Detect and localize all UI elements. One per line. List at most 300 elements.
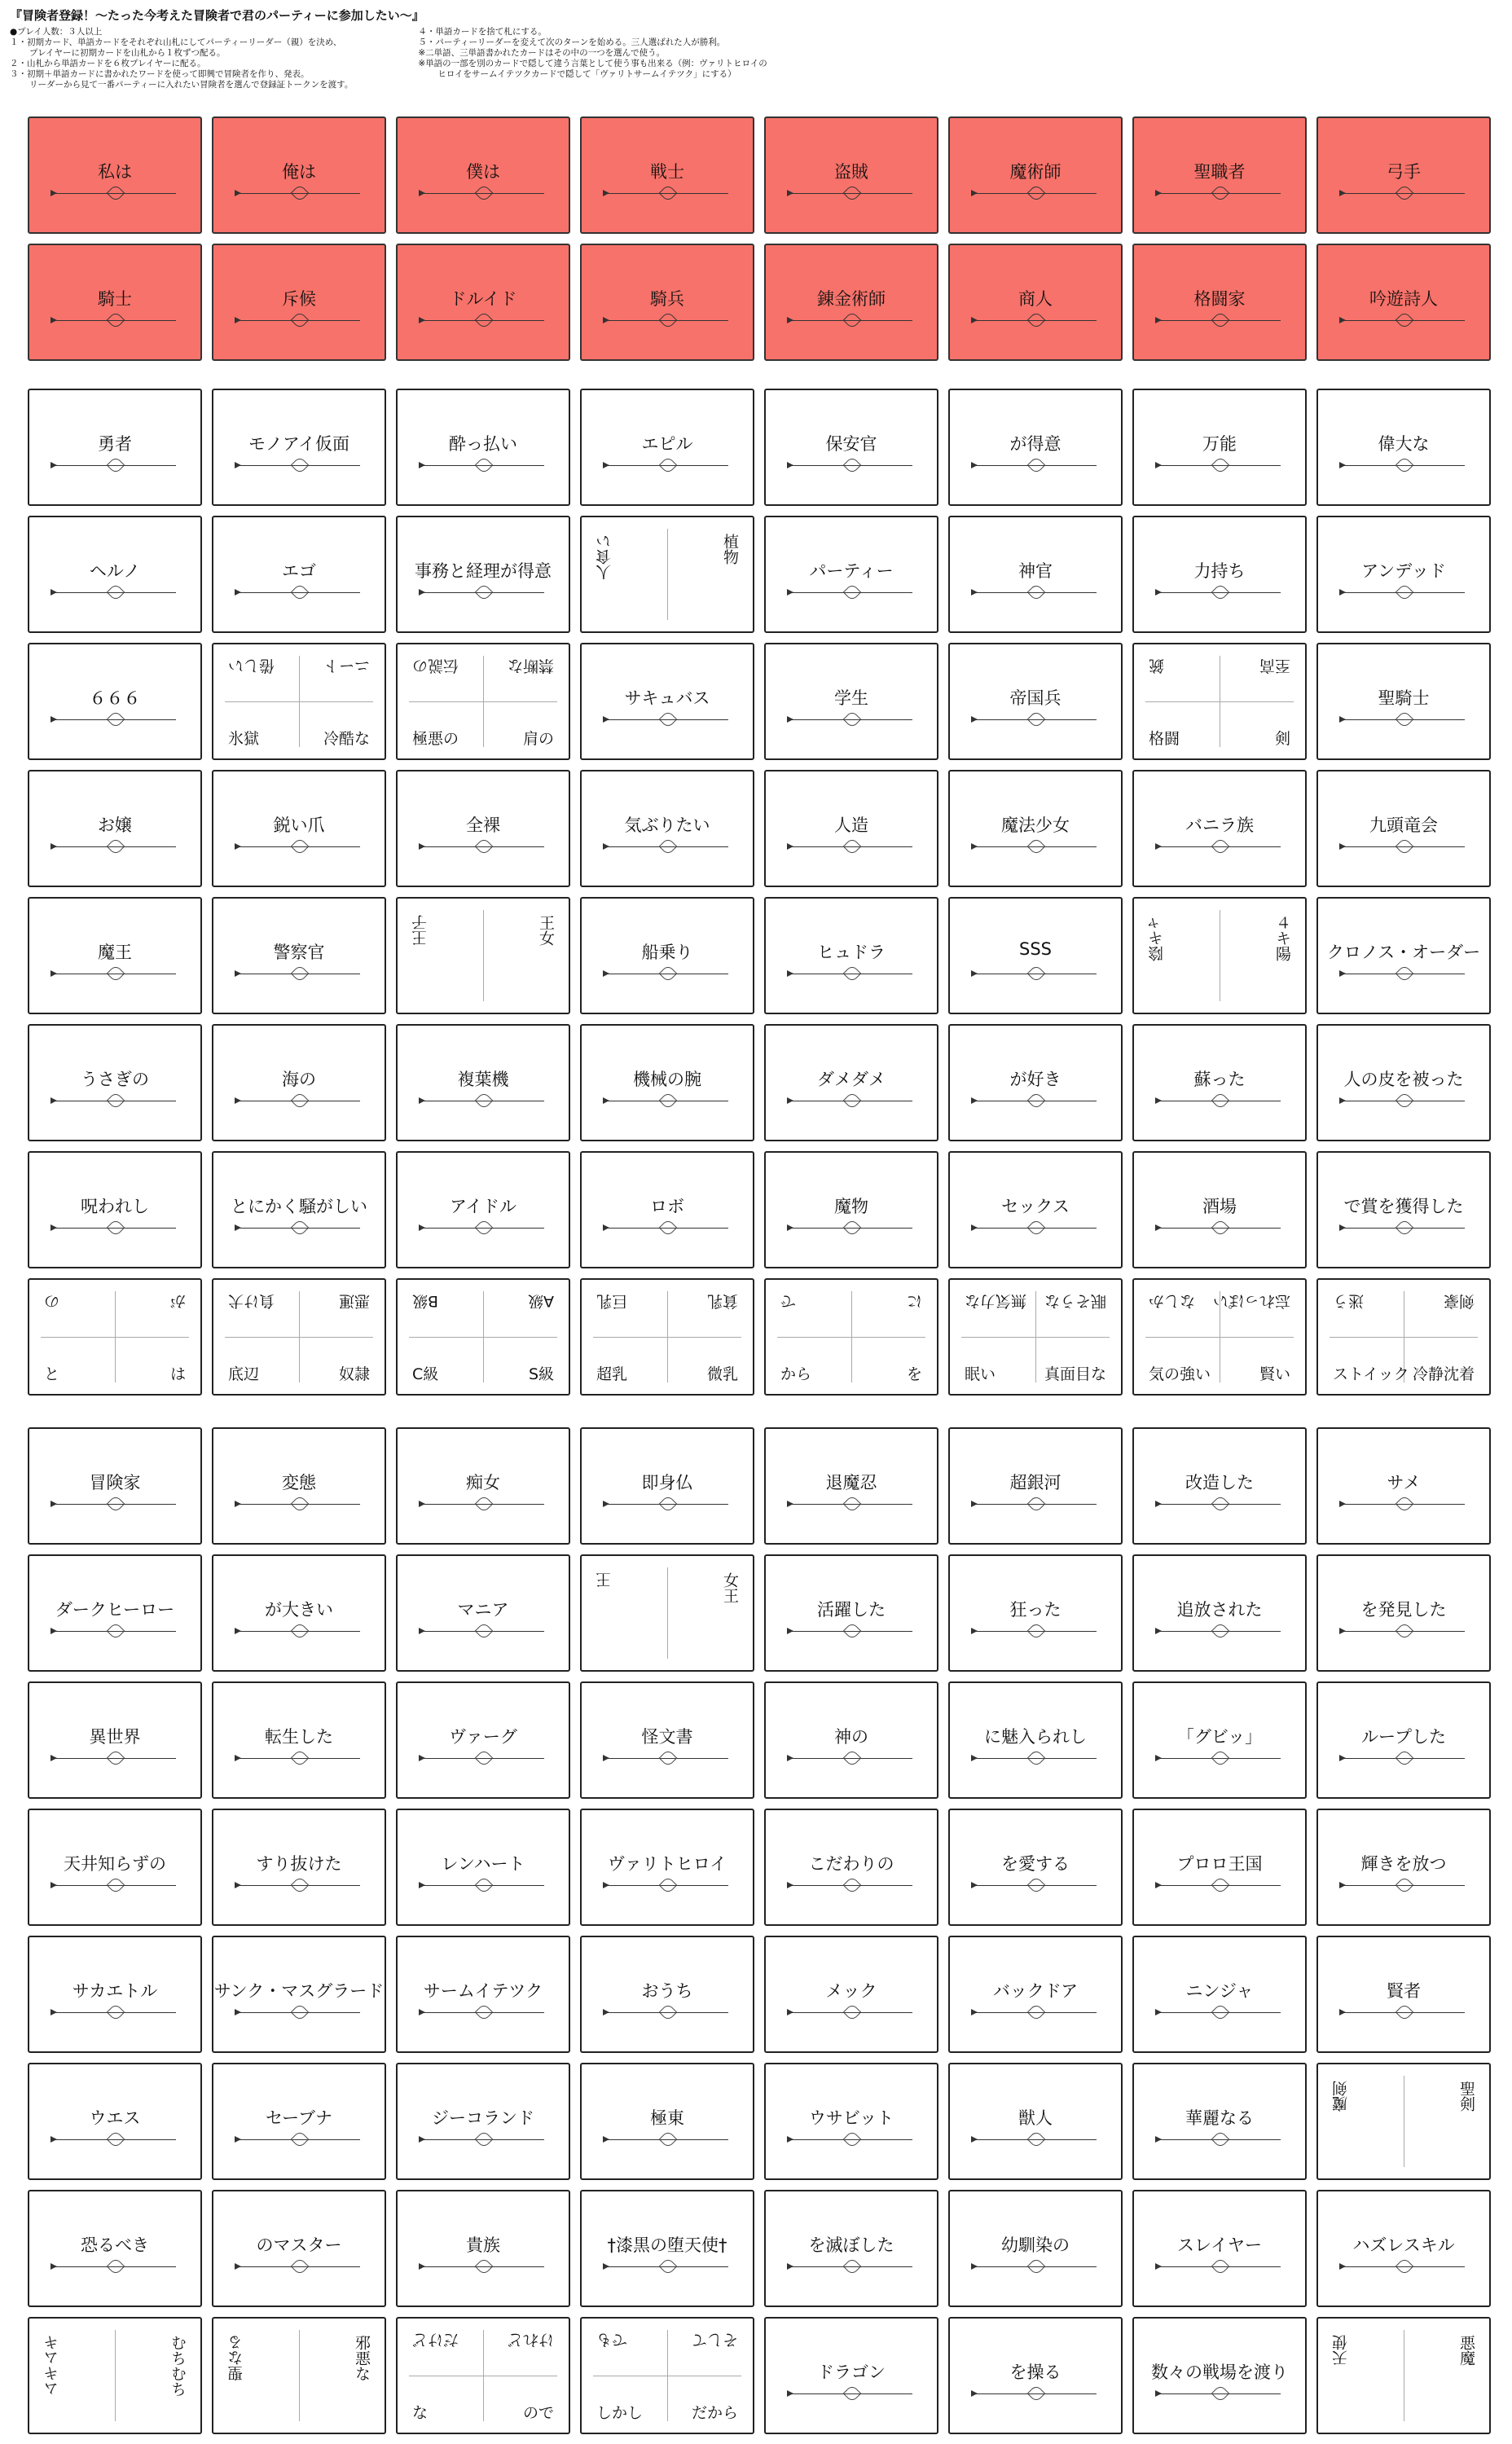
- card-word: そして: [691, 2331, 738, 2349]
- card-label: で賞を獲得した: [1343, 1197, 1464, 1216]
- multi-word-card[interactable]: [580, 1554, 754, 1672]
- word-card[interactable]: [948, 1024, 1123, 1141]
- card-label: 騎兵: [650, 289, 684, 309]
- multi-word-card[interactable]: [28, 1278, 202, 1396]
- knot-icon: [1211, 184, 1230, 203]
- card-label: アイドル: [449, 1197, 517, 1216]
- word-card[interactable]: [212, 897, 386, 1014]
- card-label: が得意: [1009, 434, 1061, 454]
- card-label: 蘇った: [1193, 1070, 1246, 1089]
- knot-icon: [291, 965, 310, 983]
- word-card[interactable]: [396, 1554, 570, 1672]
- card-word: ので: [522, 2404, 554, 2422]
- word-card[interactable]: [1132, 1681, 1307, 1799]
- word-card[interactable]: [28, 2063, 202, 2180]
- word-card[interactable]: [764, 2190, 938, 2307]
- word-card[interactable]: [764, 2063, 938, 2180]
- card-label: 酒場: [1202, 1197, 1237, 1216]
- word-card[interactable]: [764, 2317, 938, 2434]
- word-card[interactable]: [764, 516, 938, 633]
- word-card[interactable]: [764, 1151, 938, 1268]
- base-card[interactable]: [396, 244, 570, 361]
- word-card[interactable]: [28, 516, 202, 633]
- word-card[interactable]: [948, 1681, 1123, 1799]
- card-word: 陰キャ: [1148, 915, 1166, 961]
- card-label: ダークヒーロー: [55, 1600, 175, 1620]
- page-title: 『冒険者登録！〜たった今考えた冒険者で君のパーティーに参加したい〜』: [10, 8, 424, 23]
- card-word: 冷酷な: [323, 730, 370, 748]
- card-label: サンク・マスグラード: [213, 1981, 385, 2001]
- knot-icon: [1396, 456, 1414, 475]
- multi-word-card[interactable]: [580, 2317, 754, 2434]
- word-card[interactable]: [764, 389, 938, 506]
- word-card[interactable]: [948, 389, 1123, 506]
- word-card[interactable]: [948, 2190, 1123, 2307]
- word-card[interactable]: [948, 1554, 1123, 1672]
- knot-icon: [843, 1092, 862, 1110]
- knot-icon: [843, 1219, 862, 1237]
- rule-line: ※単語の一部を別のカードで隠して違う言葉として使う事も出来る（例：ヴァリトヒロイの: [418, 59, 767, 68]
- multi-word-card[interactable]: [396, 2317, 570, 2434]
- knot-icon: [475, 311, 494, 330]
- card-label: お嬢: [98, 815, 132, 835]
- base-card[interactable]: [580, 116, 754, 234]
- word-card[interactable]: [764, 643, 938, 760]
- word-card[interactable]: [396, 1809, 570, 1926]
- knot-icon: [1396, 965, 1414, 983]
- card-label: 神の: [834, 1727, 868, 1747]
- card-word: B級: [412, 1292, 439, 1310]
- word-card[interactable]: [948, 1151, 1123, 1268]
- card-label: サカエトル: [72, 1981, 158, 2001]
- word-card[interactable]: [764, 1024, 938, 1141]
- word-card[interactable]: [212, 1151, 386, 1268]
- knot-icon: [291, 1092, 310, 1110]
- card-label: 輝きを放つ: [1360, 1854, 1447, 1874]
- card-label: 気ぶりたい: [624, 815, 710, 835]
- card-label: 錬金術師: [817, 289, 886, 309]
- word-card[interactable]: [764, 1681, 938, 1799]
- knot-icon: [1396, 1876, 1414, 1895]
- word-card[interactable]: [1316, 1151, 1491, 1268]
- card-label: モノアイ仮面: [248, 434, 349, 454]
- word-card[interactable]: [580, 1681, 754, 1799]
- card-label: が大きい: [265, 1600, 333, 1620]
- multi-word-card[interactable]: [580, 1278, 754, 1396]
- multi-word-card[interactable]: [580, 516, 754, 633]
- word-card[interactable]: [212, 1024, 386, 1141]
- word-card[interactable]: [1132, 2190, 1307, 2307]
- knot-icon: [1396, 184, 1414, 203]
- base-card[interactable]: [1132, 244, 1307, 361]
- word-card[interactable]: [1132, 2317, 1307, 2434]
- word-card[interactable]: [212, 1681, 386, 1799]
- card-label: 超銀河: [1009, 1473, 1061, 1492]
- word-card[interactable]: [1132, 1809, 1307, 1926]
- base-card[interactable]: [764, 116, 938, 234]
- card-label: 改造した: [1185, 1473, 1254, 1492]
- knot-icon: [107, 1495, 125, 1514]
- word-card[interactable]: [28, 643, 202, 760]
- header: [10, 7, 1501, 90]
- card-label: バニラ族: [1185, 815, 1254, 835]
- word-card[interactable]: [396, 1151, 570, 1268]
- knot-icon: [475, 2003, 494, 2022]
- card-word: 負け犬: [228, 1292, 275, 1310]
- card-label: を滅ぼした: [808, 2235, 894, 2255]
- knot-icon: [659, 1876, 678, 1895]
- word-card[interactable]: [212, 1936, 386, 2053]
- knot-icon: [843, 2385, 862, 2403]
- knot-icon: [843, 2003, 862, 2022]
- card-label: エピル: [641, 434, 693, 454]
- knot-icon: [1027, 1092, 1046, 1110]
- knot-icon: [659, 456, 678, 475]
- word-card[interactable]: [396, 2063, 570, 2180]
- word-card[interactable]: [948, 2317, 1123, 2434]
- word-card[interactable]: [1316, 516, 1491, 633]
- word-card[interactable]: [1316, 1024, 1491, 1141]
- word-card[interactable]: [948, 2063, 1123, 2180]
- word-card[interactable]: [28, 1151, 202, 1268]
- word-card[interactable]: [28, 1936, 202, 2053]
- card-label: 天井知らずの: [64, 1854, 166, 1874]
- word-card[interactable]: [1316, 1809, 1491, 1926]
- word-card[interactable]: [28, 2190, 202, 2307]
- knot-icon: [1027, 2130, 1046, 2149]
- word-card[interactable]: [1132, 2063, 1307, 2180]
- card-word: 無気力な: [965, 1292, 1027, 1310]
- word-card[interactable]: [1132, 1151, 1307, 1268]
- card-divider: [483, 2330, 484, 2421]
- word-card[interactable]: [580, 1809, 754, 1926]
- word-card[interactable]: [1316, 643, 1491, 760]
- card-label: 盗賊: [834, 162, 868, 182]
- word-card[interactable]: [764, 1554, 938, 1672]
- card-label: ジーコランド: [432, 2108, 534, 2128]
- word-card[interactable]: [764, 1809, 938, 1926]
- knot-icon: [1396, 1219, 1414, 1237]
- word-card[interactable]: [396, 1936, 570, 2053]
- word-card[interactable]: [28, 1024, 202, 1141]
- knot-icon: [843, 710, 862, 729]
- base-card[interactable]: [580, 244, 754, 361]
- card-label: †漆黒の堕天使†: [607, 2235, 727, 2255]
- multi-word-card[interactable]: [212, 1278, 386, 1396]
- word-card[interactable]: [28, 770, 202, 887]
- knot-icon: [1027, 1749, 1046, 1768]
- word-card[interactable]: [28, 1427, 202, 1545]
- card-label: 人造: [834, 815, 868, 835]
- card-divider: [667, 1567, 668, 1659]
- card-word: 眠そうな: [1044, 1292, 1106, 1310]
- card-label: 格闘家: [1193, 289, 1246, 309]
- word-card[interactable]: [396, 1427, 570, 1545]
- word-card[interactable]: [580, 1936, 754, 2053]
- multi-word-card[interactable]: [764, 1278, 938, 1396]
- word-card[interactable]: [212, 1809, 386, 1926]
- word-card[interactable]: [212, 770, 386, 887]
- knot-icon: [107, 311, 125, 330]
- word-card[interactable]: [1316, 770, 1491, 887]
- card-label: を操る: [1009, 2363, 1061, 2382]
- base-card[interactable]: [28, 116, 202, 234]
- word-card[interactable]: [764, 897, 938, 1014]
- card-label: 船乗り: [641, 943, 693, 962]
- card-label: を愛する: [1001, 1854, 1070, 1874]
- word-card[interactable]: [396, 389, 570, 506]
- word-card[interactable]: [580, 1427, 754, 1545]
- knot-icon: [1211, 1219, 1230, 1237]
- card-label: 数々の戦場を渡り: [1151, 2363, 1288, 2382]
- base-card[interactable]: [28, 244, 202, 361]
- multi-word-card[interactable]: [212, 2317, 386, 2434]
- card-label: クロノス・オーダー: [1326, 943, 1481, 962]
- card-divider: [299, 656, 300, 747]
- base-card[interactable]: [396, 116, 570, 234]
- base-card[interactable]: [212, 116, 386, 234]
- card-label: 転生した: [265, 1727, 333, 1747]
- knot-icon: [843, 184, 862, 203]
- card-word: 悪運: [338, 1292, 370, 1310]
- knot-icon: [659, 311, 678, 330]
- base-card[interactable]: [1132, 116, 1307, 234]
- word-card[interactable]: [948, 1936, 1123, 2053]
- card-label: 退魔忍: [825, 1473, 877, 1492]
- word-card[interactable]: [212, 516, 386, 633]
- multi-word-card[interactable]: [1132, 1278, 1307, 1396]
- word-card[interactable]: [1316, 389, 1491, 506]
- knot-icon: [291, 2003, 310, 2022]
- card-word: 底辺: [228, 1365, 260, 1383]
- card-word: でも: [596, 2331, 628, 2349]
- knot-icon: [659, 1219, 678, 1237]
- multi-word-card[interactable]: [948, 1278, 1123, 1396]
- knot-icon: [107, 2130, 125, 2149]
- knot-icon: [1211, 1749, 1230, 1768]
- knot-icon: [291, 837, 310, 856]
- knot-icon: [1396, 2257, 1414, 2276]
- card-label: 恐るべき: [81, 2235, 149, 2255]
- multi-word-card[interactable]: [1132, 643, 1307, 760]
- word-card[interactable]: [212, 389, 386, 506]
- word-card[interactable]: [580, 2190, 754, 2307]
- card-word: ニート: [323, 657, 370, 675]
- card-label: 貴族: [466, 2235, 500, 2255]
- card-divider: [483, 1291, 484, 1382]
- word-card[interactable]: [28, 897, 202, 1014]
- card-divider: [115, 1291, 116, 1382]
- card-label: を発見した: [1360, 1600, 1447, 1620]
- card-label: 戦士: [650, 162, 684, 182]
- card-word: ４キ陽: [1273, 915, 1291, 961]
- card-label: 獣人: [1018, 2108, 1053, 2128]
- card-word: 女王: [721, 1572, 739, 1603]
- word-card[interactable]: [212, 1554, 386, 1672]
- base-card[interactable]: [948, 116, 1123, 234]
- word-card[interactable]: [212, 2063, 386, 2180]
- word-card[interactable]: [948, 1427, 1123, 1545]
- knot-icon: [475, 1219, 494, 1237]
- card-word: 銃: [1149, 657, 1165, 675]
- word-card[interactable]: [1132, 1427, 1307, 1545]
- word-card[interactable]: [1316, 2190, 1491, 2307]
- word-card[interactable]: [580, 643, 754, 760]
- word-card[interactable]: [764, 770, 938, 887]
- knot-icon: [1027, 837, 1046, 856]
- word-card[interactable]: [948, 897, 1123, 1014]
- card-label: エゴ: [282, 561, 316, 581]
- card-word: 剣: [1274, 730, 1290, 748]
- base-card[interactable]: [948, 244, 1123, 361]
- knot-icon: [475, 1749, 494, 1768]
- knot-icon: [1396, 2003, 1414, 2022]
- knot-icon: [843, 1495, 862, 1514]
- knot-icon: [1211, 1876, 1230, 1895]
- word-card[interactable]: [212, 1427, 386, 1545]
- word-card[interactable]: [28, 389, 202, 506]
- knot-icon: [107, 184, 125, 203]
- word-card[interactable]: [396, 2190, 570, 2307]
- word-card[interactable]: [1132, 516, 1307, 633]
- rule-line: プレイヤーに初期カードを山札から１枚ずつ配る。: [29, 48, 226, 58]
- card-divider: [115, 2330, 116, 2421]
- word-card[interactable]: [580, 1024, 754, 1141]
- knot-icon: [107, 1749, 125, 1768]
- rules-left: [10, 27, 353, 90]
- knot-icon: [659, 2130, 678, 2149]
- card-word: 肩の: [522, 730, 554, 748]
- card-divider: [299, 2330, 300, 2421]
- card-word: 奴隷: [338, 1365, 370, 1383]
- word-card[interactable]: [580, 1151, 754, 1268]
- multi-word-card[interactable]: [1316, 1278, 1491, 1396]
- knot-icon: [1211, 837, 1230, 856]
- card-label: のマスター: [256, 2235, 342, 2255]
- base-card[interactable]: [1316, 244, 1491, 361]
- word-card[interactable]: [1132, 1554, 1307, 1672]
- word-card[interactable]: [764, 1427, 938, 1545]
- card-label: ウエス: [89, 2108, 141, 2128]
- card-label: セーブナ: [265, 2108, 333, 2128]
- card-label: 海の: [282, 1070, 316, 1089]
- multi-word-card[interactable]: [1316, 2317, 1491, 2434]
- card-label: アンデッド: [1361, 561, 1446, 581]
- word-card[interactable]: [764, 1936, 938, 2053]
- rule-line: リーダーから見て一番パーティーに入れたい冒険者を選んで登録証トークンを渡す。: [29, 80, 354, 90]
- knot-icon: [1027, 2385, 1046, 2403]
- multi-word-card[interactable]: [212, 643, 386, 760]
- word-card[interactable]: [1316, 1681, 1491, 1799]
- knot-icon: [843, 583, 862, 602]
- word-card[interactable]: [396, 1681, 570, 1799]
- word-card[interactable]: [1132, 770, 1307, 887]
- card-word: だけど: [412, 2331, 459, 2349]
- word-card[interactable]: [396, 1024, 570, 1141]
- knot-icon: [475, 837, 494, 856]
- card-divider: [483, 910, 484, 1001]
- knot-icon: [107, 1219, 125, 1237]
- knot-icon: [1396, 1622, 1414, 1641]
- knot-icon: [843, 311, 862, 330]
- word-card[interactable]: [948, 516, 1123, 633]
- knot-icon: [659, 2003, 678, 2022]
- word-card[interactable]: [1132, 1936, 1307, 2053]
- card-label: 怪文書: [641, 1727, 693, 1747]
- knot-icon: [475, 1876, 494, 1895]
- knot-icon: [843, 2130, 862, 2149]
- word-card[interactable]: [1132, 389, 1307, 506]
- card-label: サームイテツク: [423, 1981, 543, 2001]
- word-card[interactable]: [1316, 1936, 1491, 2053]
- multi-word-card[interactable]: [28, 2317, 202, 2434]
- card-label: 斥候: [282, 289, 316, 309]
- word-card[interactable]: [396, 516, 570, 633]
- base-card[interactable]: [212, 244, 386, 361]
- word-card[interactable]: [28, 1809, 202, 1926]
- word-card[interactable]: [28, 1554, 202, 1672]
- card-label: 帝国兵: [1009, 688, 1061, 708]
- word-card[interactable]: [580, 389, 754, 506]
- card-label: うさぎの: [81, 1070, 149, 1089]
- multi-word-card[interactable]: [1316, 2063, 1491, 2180]
- card-word: なしか: [1149, 1292, 1196, 1310]
- word-card[interactable]: [1316, 1427, 1491, 1545]
- knot-icon: [659, 2257, 678, 2276]
- word-card[interactable]: [1316, 897, 1491, 1014]
- base-card[interactable]: [764, 244, 938, 361]
- word-card[interactable]: [580, 897, 754, 1014]
- multi-word-card[interactable]: [1132, 897, 1307, 1014]
- card-label: ドラゴン: [817, 2363, 886, 2382]
- word-card[interactable]: [396, 770, 570, 887]
- card-word: から: [780, 1365, 812, 1383]
- knot-icon: [659, 1495, 678, 1514]
- card-word: C級: [412, 1365, 439, 1383]
- card-label: 呪われし: [81, 1197, 149, 1216]
- word-card[interactable]: [580, 770, 754, 887]
- knot-icon: [291, 1749, 310, 1768]
- card-word: に: [906, 1292, 922, 1310]
- word-card[interactable]: [948, 1809, 1123, 1926]
- knot-icon: [659, 965, 678, 983]
- card-divider: [667, 529, 668, 620]
- card-label: ニンジャ: [1185, 1981, 1254, 2001]
- knot-icon: [843, 456, 862, 475]
- word-card[interactable]: [212, 2190, 386, 2307]
- base-card[interactable]: [1316, 116, 1491, 234]
- word-card[interactable]: [580, 2063, 754, 2180]
- card-word: 気の強い: [1149, 1365, 1211, 1383]
- card-label: 警察官: [273, 943, 325, 962]
- multi-word-card[interactable]: [396, 1278, 570, 1396]
- multi-word-card[interactable]: [396, 643, 570, 760]
- knot-icon: [1211, 456, 1230, 475]
- knot-icon: [1211, 2385, 1230, 2403]
- word-card[interactable]: [1316, 1554, 1491, 1672]
- card-word: 聖なる: [227, 2335, 245, 2381]
- card-word: しかし: [596, 2404, 644, 2422]
- word-card[interactable]: [28, 1681, 202, 1799]
- card-label: 勇者: [98, 434, 132, 454]
- knot-icon: [1027, 311, 1046, 330]
- word-card[interactable]: [948, 770, 1123, 887]
- word-card[interactable]: [1132, 1024, 1307, 1141]
- multi-word-card[interactable]: [396, 897, 570, 1014]
- card-label: ロボ: [650, 1197, 684, 1216]
- word-card[interactable]: [948, 643, 1123, 760]
- card-word: な: [412, 2404, 429, 2422]
